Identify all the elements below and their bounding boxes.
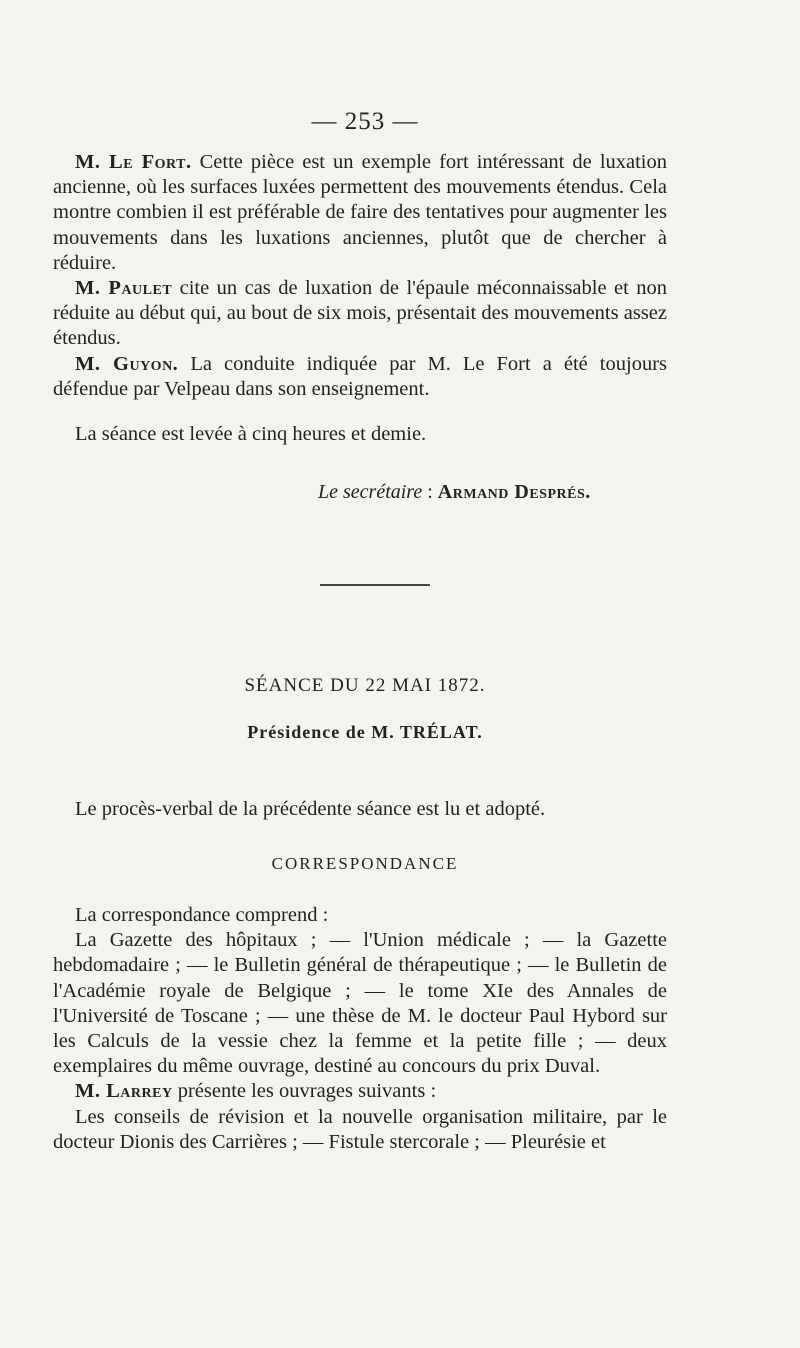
session-title: SÉANCE DU 22 MAI 1872. bbox=[244, 675, 486, 696]
correspondance-heading: CORRESPONDANCE bbox=[271, 854, 459, 873]
paragraph-works: Les conseils de révision et la nouvelle organisation militaire, par le docteur Dionis des Carrières ; — Fistule stercorale ; — Pleurésie et bbox=[53, 1105, 667, 1153]
paragraph-text: cite un cas de luxation de l'épaule méconnaissable et non réduite au début qui, au bout de six mois, présentait des mouvements assez étendus. bbox=[53, 277, 667, 350]
section-divider bbox=[320, 584, 430, 586]
speaker-name: M. Larrey bbox=[75, 1080, 173, 1103]
paragraph-text: présente les ouvrages suivants : bbox=[172, 1080, 437, 1103]
closing-text: La séance est levée à cinq heures et demie. bbox=[75, 423, 427, 445]
signature-separator: : bbox=[422, 481, 438, 503]
speaker-name: M. Paulet bbox=[75, 277, 173, 300]
minutes-text: Le procès-verbal de la précédente séance est lu et adopté. bbox=[75, 798, 546, 820]
presidency: Présidence de M. TRÉLAT. bbox=[247, 722, 483, 742]
correspondance-intro: La correspondance comprend : bbox=[75, 904, 329, 926]
signature-name: Armand Després. bbox=[437, 481, 591, 503]
paragraph-paulet bbox=[53, 276, 667, 352]
page-number: — 253 — bbox=[311, 108, 419, 135]
top-paragraphs bbox=[53, 150, 667, 402]
minutes-line bbox=[53, 797, 667, 822]
paragraph-larrey bbox=[53, 1079, 667, 1104]
signature bbox=[318, 481, 591, 504]
paragraph-guyon bbox=[53, 352, 667, 402]
paragraph-le-fort bbox=[53, 150, 667, 276]
signature-role: Le secrétaire bbox=[318, 481, 423, 503]
closing-line bbox=[53, 422, 667, 447]
speaker-name: M. Guyon. bbox=[75, 352, 179, 375]
correspondance-section bbox=[53, 903, 667, 1155]
paragraph-text: La conduite indiquée par M. Le Fort a été toujours défendue par Velpeau dans son enseignement. bbox=[53, 352, 668, 400]
paragraph-text: Cette pièce est un exemple fort intéressant de luxation ancienne, où les surfaces luxées permettent des mouvements étendus. Cela montre combien il est préférable de faire des tentatives pour augmenter les mouvements dans les luxations anciennes, plutôt que de chercher à réduire. bbox=[53, 151, 668, 274]
correspondance-body: La Gazette des hôpitaux ; — l'Union médicale ; — la Gazette hebdomadaire ; — le Bulletin général de thérapeutique ; — le Bulletin de l'Académie royale de Belgique ; — le tome XIe des Annales de l'Université de Toscane ; — une thèse de M. le docteur Paul Hybord sur les Calculs de la vessie chez la femme et la petite fille ; — deux exemplaires du même ouvrage, destiné au concours du prix Duval. bbox=[53, 929, 667, 1078]
speaker-name: M. Le Fort. bbox=[75, 151, 192, 173]
